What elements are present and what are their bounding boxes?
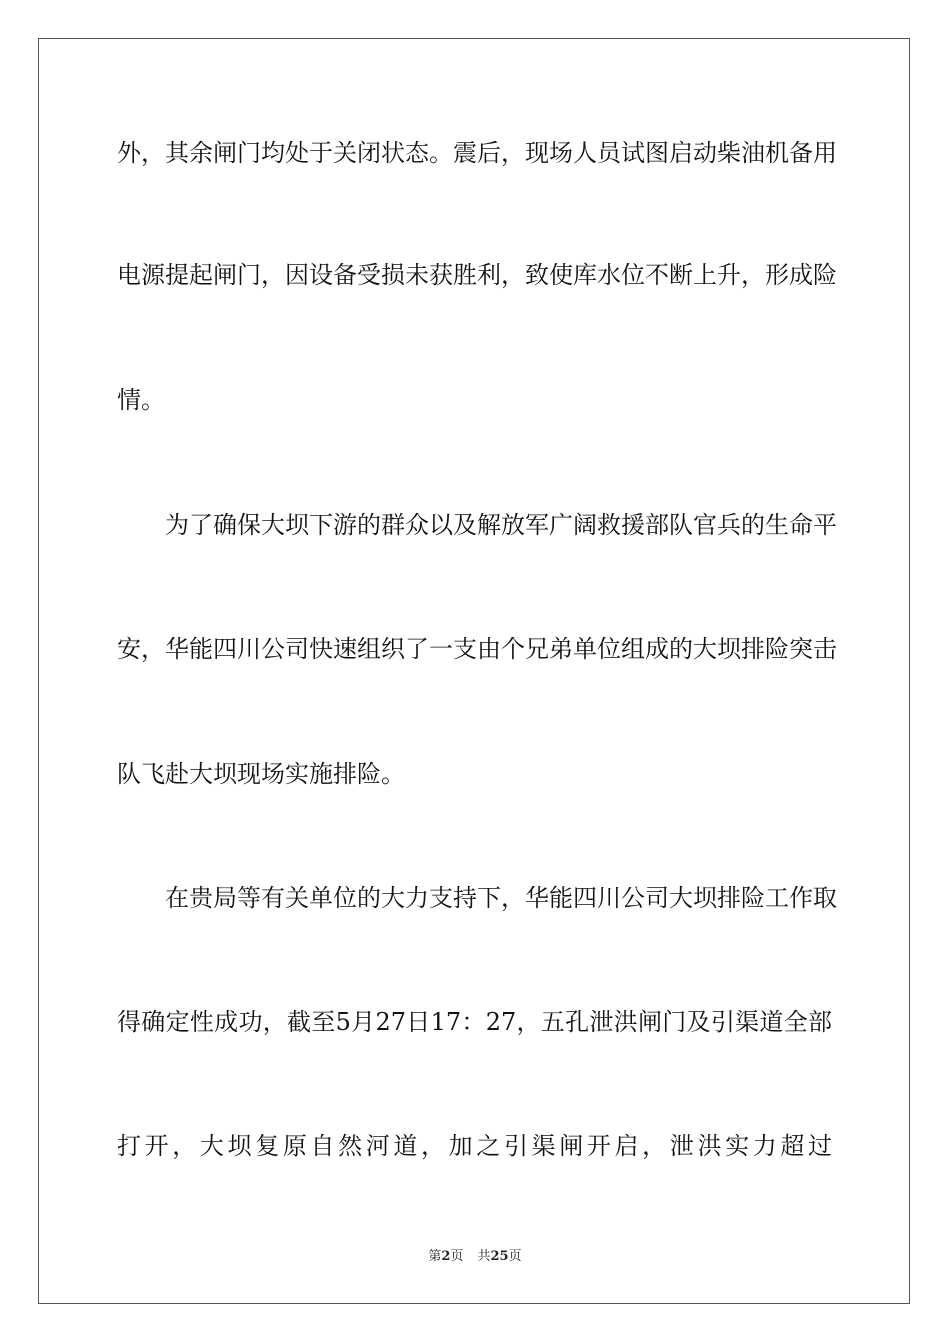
total-prefix: 共 <box>477 1249 491 1264</box>
text-line-9: 打开，大坝复原自然河道，加之引渠闸开启，泄洪实力超过 <box>117 1132 832 1160</box>
total-suffix: 页 <box>508 1249 522 1264</box>
text-line-7: 在贵局等有关单位的大力支持下，华能四川公司大坝排险工作取 <box>165 884 837 912</box>
text-line-4: 为了确保大坝下游的群众以及解放军广阔救援部队官兵的生命平 <box>165 511 837 539</box>
text-line-3: 情。 <box>117 386 165 414</box>
page-number: 2 <box>441 1249 451 1264</box>
text-line-1: 外，其余闸门均处于关闭状态。震后，现场人员试图启动柴油机备用 <box>117 139 837 167</box>
page-prefix: 第 <box>428 1249 442 1264</box>
text-line-8: 得确定性成功，截至5月27日17：27，五孔泄洪闸门及引渠道全部 <box>117 1008 832 1036</box>
page-border <box>38 38 910 1304</box>
total-pages: 25 <box>490 1249 509 1264</box>
text-line-6: 队飞赴大坝现场实施排险。 <box>117 760 405 788</box>
page-suffix: 页 <box>450 1249 464 1264</box>
page-footer <box>0 1248 950 1266</box>
text-line-5: 安，华能四川公司快速组织了一支由个兄弟单位组成的大坝排险突击 <box>117 635 837 663</box>
text-line-2: 电源提起闸门，因设备受损未获胜利，致使库水位不断上升，形成险 <box>117 261 837 289</box>
